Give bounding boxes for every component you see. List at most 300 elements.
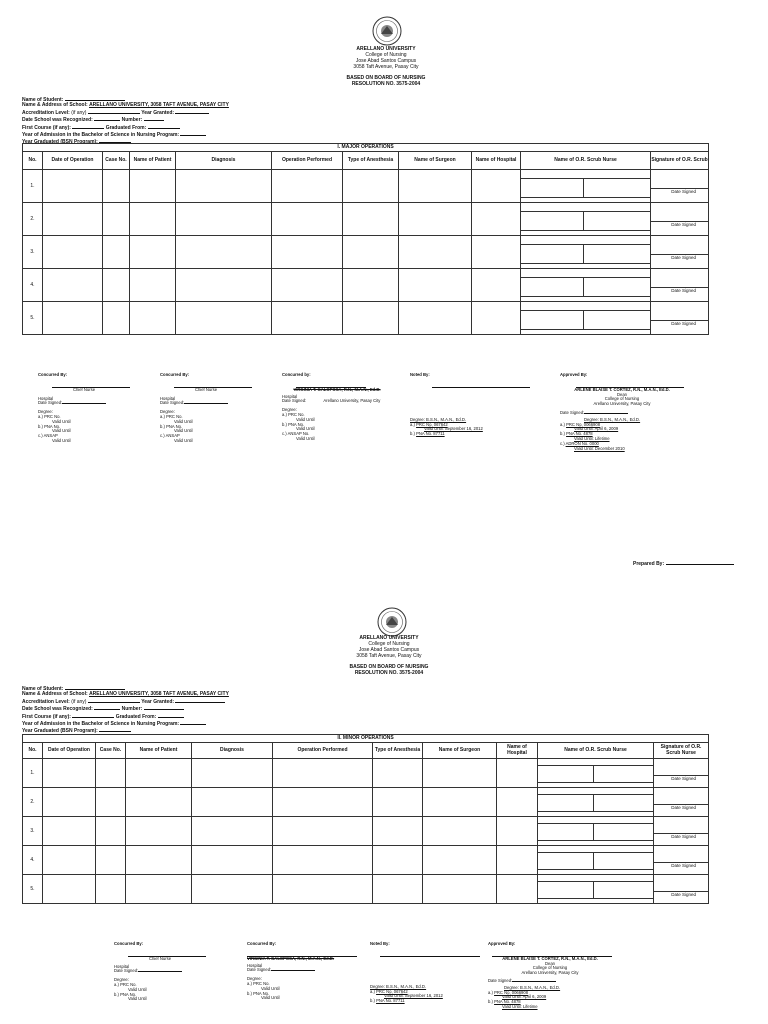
- prc-label: PRC No.: [166, 413, 183, 419]
- item-b: b.): [160, 423, 165, 429]
- item-c: c.): [160, 433, 165, 439]
- patient-cell[interactable]: [130, 170, 176, 203]
- degree-label: Degree:: [38, 409, 53, 415]
- dean-org: Arellano University, Pasay City: [521, 970, 579, 976]
- campus-address: 3058 Taft Avenue, Pasay City: [353, 64, 419, 70]
- concurred-by-label: Concurred By:: [160, 372, 190, 377]
- diagnosis-cell[interactable]: [192, 846, 273, 875]
- prc-label: PRC No.: [288, 411, 305, 417]
- row-number: 5.: [23, 302, 43, 335]
- school-label: Name & Address of School:: [22, 102, 88, 109]
- university-name: ARELLANO UNIVERSITY: [359, 635, 419, 641]
- noted-name: VIRGINIA T. GALOPOSA, R.N., M.A.N., Ed.D.: [293, 386, 381, 392]
- anesthesia-cell[interactable]: [373, 788, 423, 817]
- concurred-block-2: [247, 942, 367, 1001]
- concurred-block-3: [282, 373, 392, 442]
- patient-cell[interactable]: [130, 236, 176, 269]
- col-diagnosis: Diagnosis: [192, 743, 273, 759]
- date-signed-label: Date Signed: [651, 221, 708, 227]
- case-cell[interactable]: [103, 302, 130, 335]
- diagnosis-cell[interactable]: [176, 302, 272, 335]
- dean-degree: Degree: B.S.N., M.A.N., Ed.D.: [504, 984, 561, 990]
- date-signed-label: Date Signed: [654, 862, 708, 868]
- resolution-label: RESOLUTION NO. 3575-2004: [354, 670, 424, 676]
- scrub-nurse-cell[interactable]: [521, 203, 651, 236]
- dean-adron: ADRON No. 0000: [565, 440, 599, 446]
- hospital-cell[interactable]: [472, 302, 521, 335]
- date-signed-label: Date Signed: [651, 320, 708, 326]
- item-b: b.): [247, 990, 252, 996]
- item-a: a.): [114, 981, 119, 987]
- concurred-by-label: Concurred By:: [114, 941, 144, 946]
- anesthesia-cell[interactable]: [343, 203, 399, 236]
- signature-cell[interactable]: [654, 817, 709, 846]
- table-header-row: [23, 743, 709, 759]
- signature-line[interactable]: [380, 950, 480, 957]
- date-signed-label: Date Signed:: [282, 398, 307, 404]
- prc-valid-value: Valid Until: September 16, 2012: [384, 993, 443, 999]
- col-signature: Signature of O.R. Scrub Nurse: [654, 743, 709, 759]
- ansap-label: ANSAP: [165, 433, 180, 439]
- hospital-cell[interactable]: [472, 170, 521, 203]
- dean-pna-valid: Valid Until: Lifetime: [502, 1003, 538, 1009]
- table-row: [23, 170, 709, 203]
- col-anesthesia: Type of Anesthesia: [343, 152, 399, 170]
- graduated-from-field[interactable]: [148, 124, 180, 129]
- scrub-nurse-cell[interactable]: [538, 875, 654, 904]
- row-number: 1.: [23, 170, 43, 203]
- student-name-label: Name of Student:: [22, 686, 64, 692]
- col-signature: Signature of O.R. Scrub: [651, 152, 709, 170]
- date-recognized-field[interactable]: [94, 116, 120, 121]
- diagnosis-cell[interactable]: [176, 203, 272, 236]
- dean-adron-valid: Valid Until: December 2010: [574, 445, 625, 451]
- dean-degree: Degree: B.S.N., M.A.N., Ed.D.: [584, 416, 641, 422]
- number-label: Number:: [121, 706, 143, 713]
- table-row: [23, 302, 709, 335]
- signature-cell[interactable]: [654, 846, 709, 875]
- approved-by-label: Approved By:: [488, 941, 516, 946]
- item-a: a.): [488, 989, 493, 995]
- patient-cell[interactable]: [126, 788, 192, 817]
- date-signed-label: Date Signed:: [488, 977, 513, 983]
- major-operations-table: [22, 143, 709, 335]
- valid-until-label: Valid Until: [128, 986, 147, 992]
- patient-cell[interactable]: [130, 302, 176, 335]
- year-graduated-label: Year Graduated (BSN Program):: [22, 728, 98, 735]
- hospital-label: Hospital: [247, 962, 263, 968]
- graduated-from-label: Graduated From:: [115, 713, 157, 720]
- anesthesia-cell[interactable]: [343, 269, 399, 302]
- dean-prc-valid: Valid Until: April 6, 2009: [502, 994, 547, 1000]
- date-cell[interactable]: [43, 788, 96, 817]
- date-signed-label: Date Signed: [651, 287, 708, 293]
- year-admission-field[interactable]: [180, 131, 206, 136]
- signature-cell[interactable]: [651, 302, 709, 335]
- date-recognized-label: Date School was Recognized:: [22, 117, 93, 124]
- prc-value: PRC No. 067642: [376, 988, 408, 994]
- row-number: 1.: [23, 759, 43, 788]
- concurred-block-2: [160, 373, 252, 444]
- campus-name: Jose Abad Santos Campus: [355, 58, 417, 64]
- surgeon-cell[interactable]: [423, 817, 497, 846]
- signature-line[interactable]: [432, 381, 530, 388]
- first-course-field[interactable]: [72, 713, 114, 718]
- noted-name: VIRGINIA T. GALOPOSA, R.N., M.A.N., Ed.D.: [247, 955, 335, 961]
- chief-nurse-label: Chief Nurse: [72, 386, 96, 392]
- degree-label: Degree:: [247, 976, 262, 982]
- date-signed-label: Date Signed: [654, 775, 708, 781]
- pna-label: PNA No.: [44, 423, 61, 429]
- date-cell[interactable]: [43, 759, 96, 788]
- scrub-nurse-cell[interactable]: [538, 788, 654, 817]
- dean-title: Dean: [616, 391, 627, 397]
- anesthesia-cell[interactable]: [343, 302, 399, 335]
- anesthesia-cell[interactable]: [373, 846, 423, 875]
- operation-cell[interactable]: [273, 846, 373, 875]
- date-signed-label: Date Signed:: [247, 967, 272, 973]
- col-date: Date of Operation: [43, 743, 96, 759]
- diagnosis-cell[interactable]: [176, 269, 272, 302]
- accreditation-label: Accreditation Level:: [22, 698, 70, 705]
- university-seal-icon: [372, 16, 402, 46]
- dean-college: College of Nursing: [604, 396, 640, 402]
- case-cell[interactable]: [103, 269, 130, 302]
- signature-cell[interactable]: [651, 170, 709, 203]
- year-admission-label: Year of Admission in the Bachelor of Science in Nursing Program:: [22, 132, 180, 139]
- item-a: a.): [38, 413, 43, 419]
- valid-until-label: Valid Until: [261, 995, 280, 1001]
- ansap-label: ANSAP No.: [287, 431, 310, 437]
- hospital-label: Hospital: [38, 395, 54, 401]
- date-cell[interactable]: [43, 236, 103, 269]
- operation-cell[interactable]: [272, 170, 343, 203]
- diagnosis-cell[interactable]: [192, 759, 273, 788]
- row-number: 3.: [23, 817, 43, 846]
- col-surgeon: Name of Surgeon: [399, 152, 472, 170]
- operation-cell[interactable]: [272, 302, 343, 335]
- signature-cell[interactable]: [654, 759, 709, 788]
- operation-cell[interactable]: [273, 875, 373, 904]
- valid-until-label: Valid Until: [296, 416, 315, 422]
- hospital-label: Hospital: [160, 395, 176, 401]
- scrub-nurse-cell[interactable]: [521, 302, 651, 335]
- accreditation-field[interactable]: [88, 109, 140, 114]
- row-number: 5.: [23, 875, 43, 904]
- college-name: College of Nursing: [368, 641, 410, 647]
- col-patient: Name of Patient: [126, 743, 192, 759]
- date-recognized-field[interactable]: [94, 705, 120, 710]
- dean-pna-valid: Valid Until: Lifetime: [574, 435, 610, 441]
- row-number: 2.: [23, 203, 43, 236]
- item-c: c.): [38, 433, 43, 439]
- diagnosis-cell[interactable]: [176, 170, 272, 203]
- anesthesia-cell[interactable]: [373, 759, 423, 788]
- dean-name: ARLENE BLAISE T. CORTEZ, R.N., M.A.N., Ed.D.: [574, 386, 670, 392]
- anesthesia-cell[interactable]: [343, 236, 399, 269]
- date-signed-label: Date Signed:: [160, 400, 185, 406]
- signature-cell[interactable]: [651, 203, 709, 236]
- operation-cell[interactable]: [273, 788, 373, 817]
- table-row: [23, 846, 709, 875]
- table-row: [23, 788, 709, 817]
- item-a: a.): [370, 988, 375, 994]
- col-date: Date of Operation: [43, 152, 103, 170]
- year-graduated-field[interactable]: [99, 727, 131, 732]
- noted-by-label: Noted By:: [410, 372, 430, 377]
- operation-cell[interactable]: [272, 203, 343, 236]
- col-scrub-nurse: Name of O.R. Scrub Nurse: [538, 743, 654, 759]
- item-b: b.): [370, 998, 375, 1004]
- section-title: I. MAJOR OPERATIONS: [23, 144, 709, 152]
- row-number: 3.: [23, 236, 43, 269]
- surgeon-cell[interactable]: [399, 236, 472, 269]
- hospital-cell[interactable]: [472, 236, 521, 269]
- date-cell[interactable]: [43, 170, 103, 203]
- table-row: [23, 203, 709, 236]
- table-header-row: [23, 152, 709, 170]
- scrub-nurse-cell[interactable]: [538, 846, 654, 875]
- patient-cell[interactable]: [126, 846, 192, 875]
- col-operation: Operation Performed: [272, 152, 343, 170]
- prc-valid-value: Valid Until: September 16, 2012: [424, 426, 483, 432]
- case-cell[interactable]: [96, 759, 126, 788]
- surgeon-cell[interactable]: [423, 788, 497, 817]
- date-cell[interactable]: [43, 875, 96, 904]
- item-c: c.): [282, 431, 287, 437]
- col-diagnosis: Diagnosis: [176, 152, 272, 170]
- campus-name: Jose Abad Santos Campus: [358, 647, 420, 653]
- concurred-by-label: Concurred by:: [282, 372, 311, 377]
- prepared-by: [633, 560, 734, 567]
- item-a: a.): [410, 421, 415, 427]
- hospital-cell[interactable]: [497, 788, 538, 817]
- accreditation-field[interactable]: [88, 698, 140, 703]
- document-header: [289, 635, 489, 676]
- ansap-label: ANSAP: [43, 433, 58, 439]
- graduated-from-label: Graduated From:: [105, 124, 147, 131]
- hospital-label: Hospital: [114, 963, 130, 969]
- signature-cell[interactable]: [651, 269, 709, 302]
- operation-cell[interactable]: [272, 269, 343, 302]
- patient-cell[interactable]: [126, 759, 192, 788]
- date-cell[interactable]: [43, 203, 103, 236]
- table-row: [23, 759, 709, 788]
- valid-until-label: Valid Until: [296, 426, 315, 432]
- col-case: Case No.: [96, 743, 126, 759]
- patient-cell[interactable]: [130, 203, 176, 236]
- scrub-nurse-cell[interactable]: [521, 236, 651, 269]
- approved-block: [488, 942, 612, 1010]
- year-admission-field[interactable]: [180, 720, 206, 725]
- pna-value: PNA No. 87711: [416, 431, 445, 437]
- diagnosis-cell[interactable]: [192, 788, 273, 817]
- patient-cell[interactable]: [130, 269, 176, 302]
- surgeon-cell[interactable]: [399, 302, 472, 335]
- diagnosis-cell[interactable]: [192, 875, 273, 904]
- valid-until-label: Valid Until: [52, 418, 71, 424]
- valid-until-label: Valid Until: [296, 435, 315, 441]
- surgeon-cell[interactable]: [399, 170, 472, 203]
- item-a: a.): [560, 421, 565, 427]
- signature-cell[interactable]: [654, 788, 709, 817]
- student-info: [22, 685, 229, 735]
- anesthesia-cell[interactable]: [373, 875, 423, 904]
- patient-cell[interactable]: [126, 875, 192, 904]
- anesthesia-cell[interactable]: [343, 170, 399, 203]
- noted-degree: Degree: B.S.N., M.A.N., Ed.D.: [410, 416, 467, 422]
- scrub-nurse-cell[interactable]: [521, 170, 651, 203]
- number-field[interactable]: [144, 116, 164, 121]
- anesthesia-cell[interactable]: [373, 817, 423, 846]
- item-b: b.): [282, 421, 287, 427]
- minor-operations-table: [22, 734, 709, 904]
- hospital-cell[interactable]: [472, 203, 521, 236]
- col-no: No.: [23, 152, 43, 170]
- first-course-label: First Course (if any):: [22, 713, 71, 720]
- student-name-label: Name of Student:: [22, 97, 64, 103]
- prc-label: PRC No.: [253, 980, 270, 986]
- date-signed-label: Date Signed: [654, 804, 708, 810]
- student-name-field[interactable]: [65, 685, 125, 690]
- dean-name: ARLENE BLAISE T. CORTEZ, R.N., M.A.N., Ed.D.: [502, 955, 598, 961]
- university-seal-icon: [377, 607, 407, 637]
- date-signed-label: Date Signed: [651, 188, 708, 194]
- number-field[interactable]: [144, 705, 184, 710]
- pna-value: PNA No. 87711: [376, 998, 405, 1004]
- concurred-by-label: Concurred By:: [247, 941, 277, 946]
- hospital-cell[interactable]: [472, 269, 521, 302]
- col-operation: Operation Performed: [273, 743, 373, 759]
- resolution-label: RESOLUTION NO. 3575-2004: [351, 81, 421, 87]
- based-on-label: BASED ON BOARD OF NURSING: [346, 75, 426, 81]
- item-b: b.): [410, 431, 415, 437]
- pna-label: PNA No.: [253, 990, 270, 996]
- scrub-nurse-cell[interactable]: [538, 759, 654, 788]
- degree-label: Degree:: [160, 409, 175, 415]
- col-surgeon: Name of Surgeon: [423, 743, 497, 759]
- college-name: College of Nursing: [365, 52, 407, 58]
- hospital-cell[interactable]: [497, 759, 538, 788]
- graduated-from-field[interactable]: [158, 713, 184, 718]
- case-cell[interactable]: [96, 788, 126, 817]
- case-cell[interactable]: [96, 846, 126, 875]
- valid-until-label: Valid Until: [174, 428, 193, 434]
- degree-label: Degree:: [282, 407, 297, 413]
- year-granted-field[interactable]: [175, 698, 225, 703]
- chief-nurse-label: Chief Nurse: [148, 955, 172, 961]
- hospital-cell[interactable]: [497, 846, 538, 875]
- hospital-cell[interactable]: [497, 875, 538, 904]
- student-name-field[interactable]: [65, 96, 125, 101]
- date-recognized-label: Date School was Recognized:: [22, 706, 93, 713]
- hospital-label: Hospital: [282, 393, 298, 399]
- first-course-field[interactable]: [72, 124, 104, 129]
- surgeon-cell[interactable]: [423, 759, 497, 788]
- year-graduated-label: Year Graduated (BSN Program):: [22, 139, 98, 146]
- school-value: ARELLANO UNIVERSITY, 3058 TAFT AVENUE, PASAY CITY: [89, 691, 229, 698]
- dean-prc-valid: Valid Until: April 6, 2009: [574, 426, 619, 432]
- valid-until-label: Valid Until: [174, 437, 193, 443]
- approved-block: [560, 373, 684, 451]
- dean-prc: PRC No. 0066908: [494, 989, 529, 995]
- scrub-nurse-cell[interactable]: [538, 817, 654, 846]
- degree-label: Degree:: [114, 977, 129, 983]
- valid-until-label: Valid Until: [261, 985, 280, 991]
- scrub-nurse-cell[interactable]: [521, 269, 651, 302]
- year-granted-label: Year Granted:: [141, 698, 175, 705]
- col-scrub-nurse: Name of O.R. Scrub Nurse: [521, 152, 651, 170]
- date-cell[interactable]: [43, 817, 96, 846]
- valid-until-label: Valid Until: [52, 428, 71, 434]
- signature-cell[interactable]: [651, 236, 709, 269]
- pna-label: PNA No.: [288, 421, 305, 427]
- concurred-by-label: Concurred By:: [38, 372, 68, 377]
- signature-cell[interactable]: [654, 875, 709, 904]
- item-c: c.): [560, 440, 565, 446]
- item-a: a.): [247, 980, 252, 986]
- date-cell[interactable]: [43, 269, 103, 302]
- operation-cell[interactable]: [272, 236, 343, 269]
- row-number: 4.: [23, 269, 43, 302]
- diagnosis-cell[interactable]: [192, 817, 273, 846]
- col-patient: Name of Patient: [130, 152, 176, 170]
- row-number: 4.: [23, 846, 43, 875]
- case-cell[interactable]: [103, 236, 130, 269]
- col-no: No.: [23, 743, 43, 759]
- case-cell[interactable]: [96, 875, 126, 904]
- row-number: 2.: [23, 788, 43, 817]
- case-cell[interactable]: [96, 817, 126, 846]
- accreditation-hint: (if any): [71, 698, 87, 705]
- table-row: [23, 269, 709, 302]
- surgeon-cell[interactable]: [399, 269, 472, 302]
- chief-nurse-label: Chief Nurse: [194, 386, 218, 392]
- prepared-by-field[interactable]: [666, 560, 734, 565]
- table-row: [23, 875, 709, 904]
- number-label: Number:: [121, 117, 143, 124]
- prc-label: PRC No.: [120, 981, 137, 987]
- operation-cell[interactable]: [273, 759, 373, 788]
- first-course-label: First Course (if any):: [22, 124, 71, 131]
- date-cell[interactable]: [43, 302, 103, 335]
- dean-pna: PNA No. 4878: [566, 431, 593, 437]
- surgeon-cell[interactable]: [423, 875, 497, 904]
- surgeon-cell[interactable]: [423, 846, 497, 875]
- diagnosis-cell[interactable]: [176, 236, 272, 269]
- item-b: b.): [488, 999, 493, 1005]
- accreditation-label: Accreditation Level:: [22, 109, 70, 116]
- table-row: [23, 236, 709, 269]
- case-cell[interactable]: [103, 170, 130, 203]
- surgeon-cell[interactable]: [399, 203, 472, 236]
- dean-org: Arellano University, Pasay City: [593, 401, 651, 407]
- case-cell[interactable]: [103, 203, 130, 236]
- date-cell[interactable]: [43, 846, 96, 875]
- item-a: a.): [160, 413, 165, 419]
- approved-by-label: Approved By:: [560, 372, 588, 377]
- valid-until-label: Valid Until: [174, 418, 193, 424]
- year-admission-label: Year of Admission in the Bachelor of Science in Nursing Program:: [22, 721, 180, 728]
- operation-cell[interactable]: [273, 817, 373, 846]
- item-b: b.): [560, 431, 565, 437]
- valid-until-label: Valid Until: [128, 996, 147, 1002]
- patient-cell[interactable]: [126, 817, 192, 846]
- dean-prc: PRC No. 0066908: [566, 421, 601, 427]
- year-granted-field[interactable]: [175, 109, 209, 114]
- concurred-block-1: [38, 373, 130, 444]
- hospital-cell[interactable]: [497, 817, 538, 846]
